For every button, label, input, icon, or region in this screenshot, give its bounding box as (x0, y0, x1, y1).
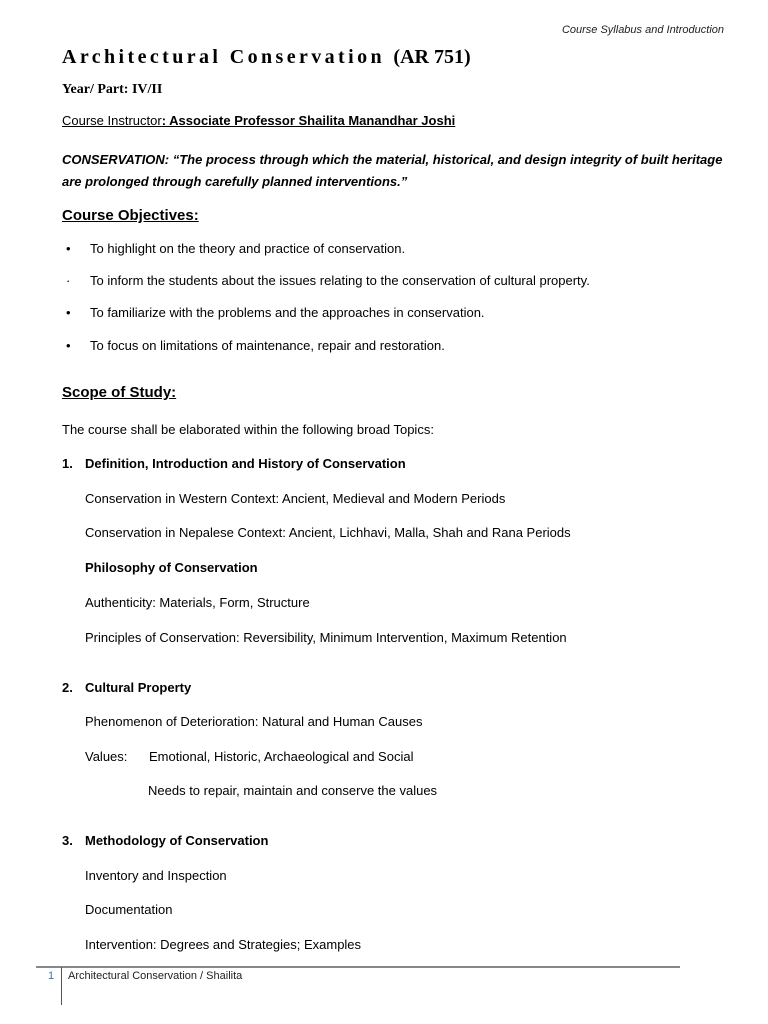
footer-text: Architectural Conservation / Shailita (68, 970, 243, 982)
bullet-marker: • (66, 305, 71, 320)
topic-number: 2. (62, 680, 73, 695)
footer-vertical-divider (61, 967, 62, 1005)
topic-title: Methodology of Conservation (85, 833, 269, 848)
document-title (62, 46, 471, 69)
topic-line: Intervention: Degrees and Strategies; Examples (85, 937, 362, 952)
values-label: Values: (85, 749, 128, 764)
course-instructor (62, 113, 455, 128)
objective-item: To highlight on the theory and practice of conservation. (90, 241, 406, 256)
topic-line: Principles of Conservation: Reversibility, Minimum Intervention, Maximum Retention (85, 630, 567, 645)
title-main: Architectural Conservation (62, 46, 385, 68)
course-code: (AR 751) (393, 46, 471, 68)
topic-line: Needs to repair, maintain and conserve the values (148, 783, 438, 798)
topic-title: Cultural Property (85, 680, 192, 695)
topic-number: 3. (62, 833, 73, 848)
bullet-marker: • (66, 338, 71, 353)
instructor-label: Course Instructor (62, 113, 162, 128)
topic-line: Phenomenon of Deterioration: Natural and Human Causes (85, 714, 423, 729)
running-header: Course Syllabus and Introduction (561, 24, 724, 36)
footer-divider (36, 966, 680, 968)
topic-subheading: Philosophy of Conservation (85, 560, 258, 575)
topic-title: Definition, Introduction and History of Conservation (85, 456, 406, 471)
scope-intro: The course shall be elaborated within the following broad Topics: (62, 422, 434, 437)
objectives-heading: Course Objectives: (62, 207, 199, 224)
topic-line: Authenticity: Materials, Form, Structure (85, 595, 310, 610)
topic-line: Documentation (85, 902, 173, 917)
objective-item: To inform the students about the issues relating to the conservation of cultural property. (90, 273, 590, 288)
page-number: 1 (48, 970, 55, 982)
scope-heading: Scope of Study: (62, 384, 177, 401)
conservation-definition: CONSERVATION: “The process through which the material, historical, and design integrity of built heritage are prolonged through carefully planned interventions.” (62, 152, 723, 189)
objective-item: To familiarize with the problems and the approaches in conservation. (90, 305, 485, 320)
topic-line: Emotional, Historic, Archaeological and Social (149, 749, 414, 764)
year-part: Year/ Part: IV/II (62, 82, 163, 97)
bullet-marker: • (66, 241, 71, 256)
bullet-marker: · (66, 273, 71, 288)
topic-line: Inventory and Inspection (85, 868, 227, 883)
topic-number: 1. (62, 456, 73, 471)
topic-line: Conservation in Nepalese Context: Ancient, Lichhavi, Malla, Shah and Rana Periods (85, 525, 571, 540)
objective-item: To focus on limitations of maintenance, repair and restoration. (90, 338, 445, 353)
instructor-name: : Associate Professor Shailita Manandhar Joshi (161, 113, 456, 128)
topic-line: Conservation in Western Context: Ancient, Medieval and Modern Periods (85, 491, 506, 506)
